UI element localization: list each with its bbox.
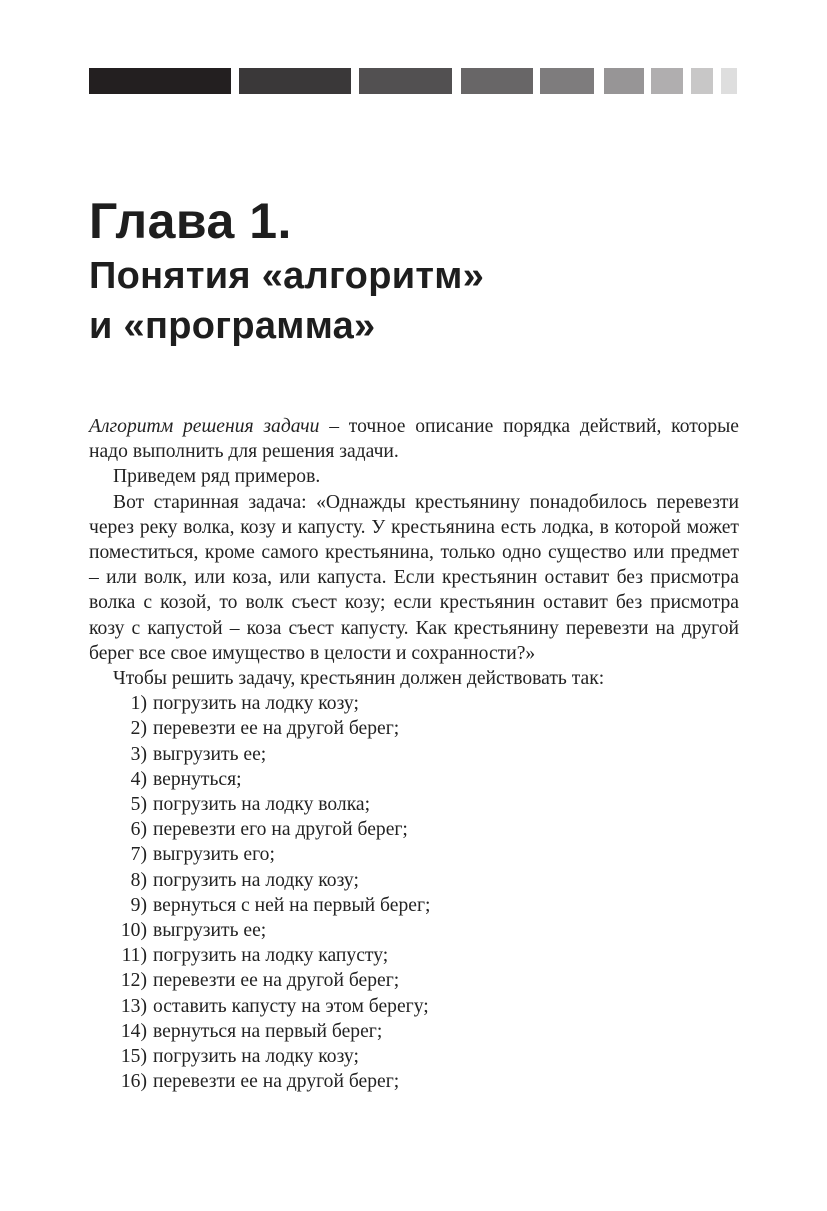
puzzle-paragraph: Вот старинная задача: «Однажды крестьянину понадобилось перевезти через реку волка, козу и капусту. У крестьянина есть лодка, в которой может поместиться, кроме самого крестьянина, только одно существо или предмет – или волк, или коза, или капуста. Если крестьянин оставит без присмотра волка с козой, то волк съест козу; если крестьянин оставит без присмотра козу с капустой – коза съест капусту. Как крестьянину перевезти на другой берег все свое имущество в целости и сохранности?» <box>89 491 739 664</box>
solution-steps-list <box>89 691 739 1094</box>
chapter-title-line-2: и «программа» <box>89 305 376 347</box>
chapter-title-line-1: Понятия «алгоритм» <box>89 255 485 297</box>
list-item <box>89 868 739 893</box>
step-text: вернуться с ней на первый берег; <box>153 894 431 916</box>
step-number: 8) <box>130 869 147 891</box>
list-item <box>89 742 739 767</box>
list-item <box>89 1044 739 1069</box>
intro-paragraph: Приведем ряд примеров. <box>113 466 321 488</box>
step-text: вернуться; <box>153 768 242 790</box>
definition-paragraph <box>89 414 739 464</box>
step-number: 3) <box>130 743 147 765</box>
step-text: выгрузить его; <box>153 844 275 866</box>
list-item <box>89 792 739 817</box>
list-item <box>89 893 739 918</box>
step-number: 5) <box>130 794 147 816</box>
step-text: погрузить на лодку козу; <box>153 693 359 715</box>
step-number: 6) <box>130 819 147 841</box>
step-number: 13) <box>120 995 147 1017</box>
step-text: погрузить на лодку козу; <box>153 869 359 891</box>
step-number: 2) <box>130 718 147 740</box>
list-item <box>89 716 739 741</box>
list-item <box>89 968 739 993</box>
step-number: 1) <box>130 693 147 715</box>
list-item <box>89 691 739 716</box>
header-bar-segment <box>540 68 594 94</box>
list-item <box>89 817 739 842</box>
header-bar-segment <box>239 68 351 94</box>
list-item <box>89 994 739 1019</box>
chapter-number: Глава 1. <box>89 193 292 249</box>
step-text: оставить капусту на этом берегу; <box>153 995 429 1017</box>
header-bar-segment <box>461 68 533 94</box>
step-number: 10) <box>120 920 147 942</box>
step-number: 11) <box>121 945 147 967</box>
header-bar-segment <box>359 68 452 94</box>
list-item <box>89 943 739 968</box>
list-item <box>89 1019 739 1044</box>
step-text: перевезти ее на другой берег; <box>153 970 400 992</box>
solution-intro-paragraph: Чтобы решить задачу, крестьянин должен действовать так: <box>113 668 605 690</box>
step-text: перевезти ее на другой берег; <box>153 718 400 740</box>
list-item <box>89 1069 739 1094</box>
step-text: погрузить на лодку капусту; <box>153 945 389 967</box>
header-bar-segment <box>691 68 713 94</box>
step-text: выгрузить ее; <box>153 920 267 942</box>
step-number: 15) <box>120 1046 147 1068</box>
step-number: 7) <box>130 844 147 866</box>
list-item <box>89 767 739 792</box>
step-text: вернуться на первый берег; <box>153 1020 383 1042</box>
header-bar-segment <box>89 68 231 94</box>
header-bar-segment <box>604 68 644 94</box>
step-text: погрузить на лодку волка; <box>153 794 371 816</box>
header-bar-segment <box>721 68 737 94</box>
step-number: 12) <box>120 970 147 992</box>
definition-text: – точное описание порядка действий, которые надо выполнить для решения задачи. <box>89 416 739 463</box>
step-number: 9) <box>130 894 147 916</box>
chapter-title <box>89 193 484 351</box>
chapter-header-bar <box>89 68 739 94</box>
defined-term: Алгоритм решения задачи <box>89 416 320 437</box>
step-number: 16) <box>120 1071 147 1093</box>
step-text: выгрузить ее; <box>153 743 267 765</box>
step-text: перевезти ее на другой берег; <box>153 1071 400 1093</box>
chapter-body <box>89 414 739 1094</box>
list-item <box>89 842 739 867</box>
step-text: перевезти его на другой берег; <box>153 819 408 841</box>
step-number: 4) <box>130 768 147 790</box>
list-item <box>89 918 739 943</box>
header-bar-segment <box>651 68 683 94</box>
step-number: 14) <box>120 1020 147 1042</box>
step-text: погрузить на лодку козу; <box>153 1046 359 1068</box>
